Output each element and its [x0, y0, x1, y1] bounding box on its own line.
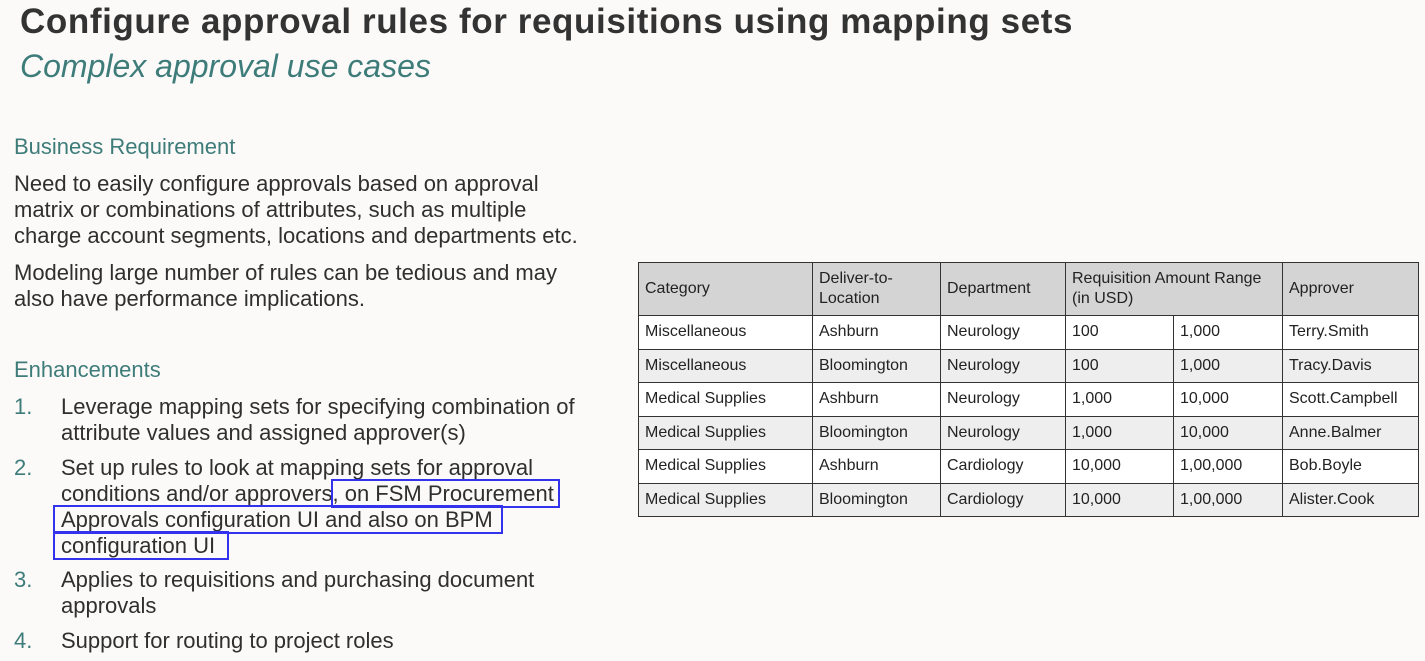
table-cell: 100 [1066, 349, 1174, 383]
table-row [639, 450, 1419, 484]
highlight-box: , on FSM Procurement [333, 481, 558, 506]
table-cell: Bloomington [813, 483, 941, 517]
text-line: matrix or combinations of attributes, such as multiple [14, 197, 527, 222]
table-cell: Bloomington [813, 416, 941, 450]
table-cell: Tracy.Davis [1283, 349, 1419, 383]
list-item [61, 455, 558, 559]
table-cell: 1,000 [1174, 316, 1283, 350]
highlight-box: configuration UI [55, 533, 227, 558]
text-line: Support for routing to project roles [61, 628, 394, 653]
column-header: Requisition Amount Range (in USD) [1066, 263, 1283, 316]
list-item [61, 567, 534, 619]
business-paragraph-1 [14, 171, 578, 249]
column-header: Deliver-to- Location [813, 263, 941, 316]
text-line: Modeling large number of rules can be tedious and may [14, 260, 557, 285]
table-cell: Terry.Smith [1283, 316, 1419, 350]
table-row [639, 316, 1419, 350]
table-cell: 1,00,000 [1174, 483, 1283, 517]
list-number: 1. [14, 394, 33, 419]
list-item [61, 628, 394, 654]
column-header: Department [941, 263, 1066, 316]
text-line: also have performance implications. [14, 286, 365, 311]
table-row [639, 416, 1419, 450]
text-line: Leverage mapping sets for specifying combination of [61, 394, 575, 419]
table-cell: Alister.Cook [1283, 483, 1419, 517]
table-cell: 1,000 [1066, 383, 1174, 417]
table-cell: Cardiology [941, 450, 1066, 484]
table-cell: Medical Supplies [639, 416, 813, 450]
table-cell: 1,000 [1174, 349, 1283, 383]
page-title: Configure approval rules for requisitions using mapping sets [20, 2, 1074, 41]
table-cell: Medical Supplies [639, 450, 813, 484]
table-cell: Ashburn [813, 383, 941, 417]
text-line: approvals [61, 593, 157, 618]
business-paragraph-2 [14, 260, 557, 312]
list-number: 3. [14, 567, 33, 592]
text-line: Applies to requisitions and purchasing document [61, 567, 535, 592]
list-item [61, 394, 575, 446]
table-cell: Medical Supplies [639, 383, 813, 417]
highlight-box: Approvals configuration UI and also on BPM [55, 507, 501, 532]
column-header: Category [639, 263, 813, 316]
text-line: attribute values and assigned approver(s) [61, 420, 466, 445]
table-cell: 10,000 [1174, 416, 1283, 450]
list-number: 4. [14, 628, 33, 653]
table-cell: 10,000 [1066, 483, 1174, 517]
table-cell: Miscellaneous [639, 316, 813, 350]
business-requirement-heading: Business Requirement [14, 134, 236, 159]
text-line: charge account segments, locations and departments etc. [14, 223, 578, 248]
table-cell: Neurology [941, 416, 1066, 450]
table-cell: Neurology [941, 383, 1066, 417]
table-cell: 1,000 [1066, 416, 1174, 450]
table-cell: Miscellaneous [639, 349, 813, 383]
table-cell: Bloomington [813, 349, 941, 383]
table-row [639, 349, 1419, 383]
table-cell: Scott.Campbell [1283, 383, 1419, 417]
table-cell: Neurology [941, 316, 1066, 350]
table-cell: Anne.Balmer [1283, 416, 1419, 450]
text-line: Need to easily configure approvals based on approval [14, 171, 539, 196]
table-cell: Cardiology [941, 483, 1066, 517]
table-cell: Bob.Boyle [1283, 450, 1419, 484]
table-cell: 100 [1066, 316, 1174, 350]
table-row [639, 483, 1419, 517]
list-number: 2. [14, 455, 33, 480]
approval-mapping-table [638, 262, 1419, 517]
table-cell: 1,00,000 [1174, 450, 1283, 484]
table-cell: Medical Supplies [639, 483, 813, 517]
text-line: Set up rules to look at mapping sets for approval [61, 455, 534, 480]
table-cell: Ashburn [813, 450, 941, 484]
table-cell: 10,000 [1174, 383, 1283, 417]
column-header: Approver [1283, 263, 1419, 316]
table-cell: Neurology [941, 349, 1066, 383]
text-line: conditions and/or approvers [61, 481, 333, 506]
table-cell: Ashburn [813, 316, 941, 350]
table-row [639, 383, 1419, 417]
table-cell: 10,000 [1066, 450, 1174, 484]
enhancements-heading: Enhancements [14, 357, 161, 382]
page-subtitle: Complex approval use cases [20, 48, 431, 84]
